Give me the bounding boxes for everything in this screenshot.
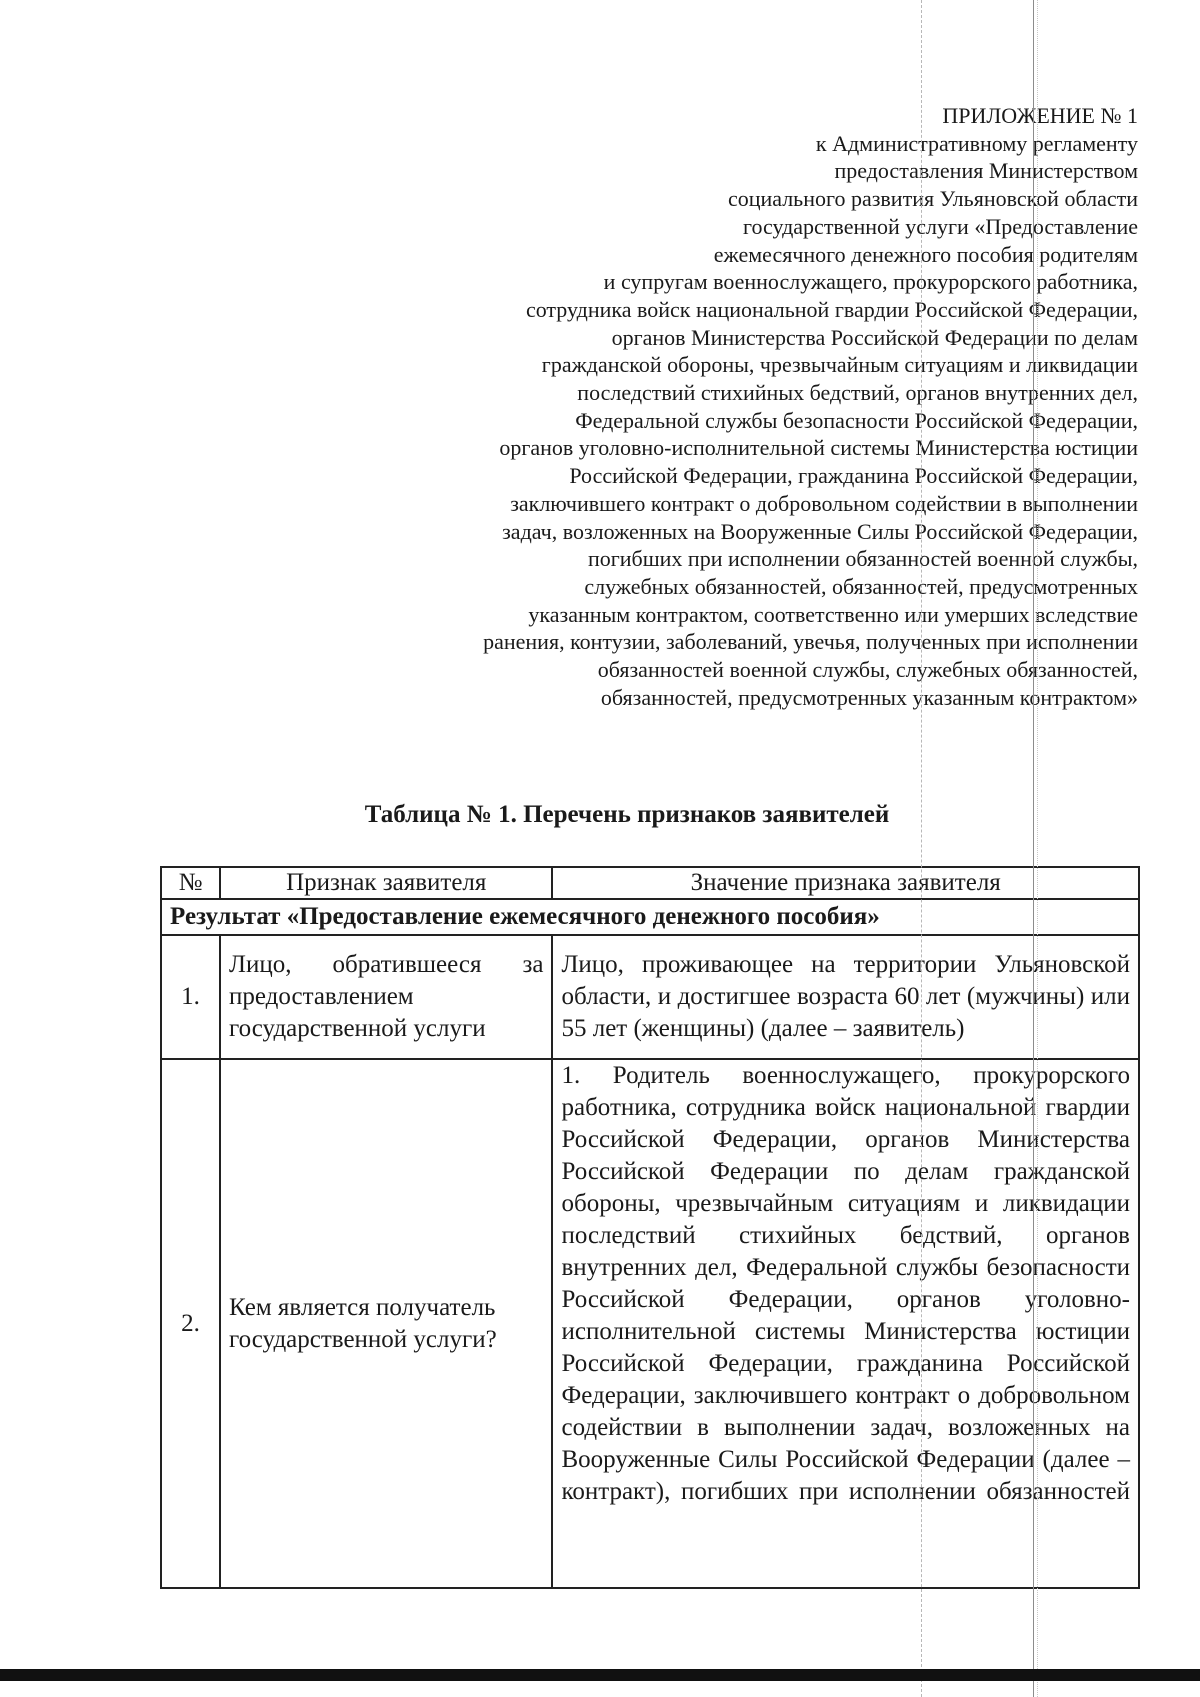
- appendix-line: служебных обязанностей, обязанностей, предусмотренных: [584, 573, 1138, 599]
- appendix-line: ранения, контузии, заболеваний, увечья, полученных при исполнении: [483, 629, 1138, 655]
- scan-artifact-line: [921, 0, 922, 1697]
- row-number: 1.: [161, 935, 220, 1059]
- appendix-line: обязанностей, предусмотренных указанным контрактом»: [600, 684, 1138, 710]
- appendix-line: Российской Федерации, гражданина Российской Федерации,: [569, 463, 1138, 489]
- appendix-line: погибших при исполнении обязанностей военной службы,: [587, 546, 1138, 572]
- appendix-line: социального развития Ульяновской области: [727, 186, 1138, 212]
- appendix-line: и супругам военнослужащего, прокурорского работника,: [603, 269, 1138, 295]
- scan-artifact-bar: [0, 1669, 1200, 1681]
- appendix-line: последствий стихийных бедствий, органов внутренних дел,: [577, 380, 1138, 406]
- row-value-text: Лицо, проживающее на территории Ульяновской области, и достигшее возраста 60 лет (мужчины) или 55 лет (женщины) (далее – заявитель): [561, 951, 1130, 1042]
- table-row: [161, 1059, 1139, 1588]
- appendix-line: к Административному регламенту: [815, 130, 1138, 156]
- table-header-row: [161, 867, 1139, 899]
- scan-artifact-line: [1037, 0, 1038, 1697]
- appendix-line: заключившего контракт о добровольном содействии в выполнении: [510, 490, 1138, 516]
- scan-artifact-line: [1033, 0, 1034, 1697]
- table-title: Таблица № 1. Перечень признаков заявителей: [364, 801, 890, 828]
- header-sign: Признак заявителя: [220, 867, 552, 899]
- row-value: 1. Родитель военнослужащего, прокурорского работника, сотрудника войск национальной гвардии Российской Федерации, органов Министерства Российской Федерации по делам гражданской обороны, чрезвычайным ситуациям и ликвидации последствий стихийных бедствий, органов внутренних дел, Федеральной службы безопасности Российской Федерации, органов уголовно-исполнительной системы Министерства юстиции Российской Федерации, гражданина Российской Федерации, заключившего контракт о добровольном содействии в выполнении задач, возложенных на Вооруженные Силы Российской Федерации (далее – контракт), погибших при исполнении обязанностей: [552, 1059, 1139, 1588]
- appendix-line: государственной услуги «Предоставление: [742, 213, 1138, 239]
- row-sign-text: Лицо, обратившееся за предоставлением государственной услуги: [229, 951, 544, 1042]
- appendix-line: сотрудника войск национальной гвардии Российской Федерации,: [525, 296, 1138, 322]
- section-title: Результат «Предоставление ежемесячного денежного пособия»: [161, 899, 1139, 935]
- header-value: Значение признака заявителя: [552, 867, 1139, 899]
- appendix-line: указанным контрактом, соответственно или умерших вследствие: [528, 601, 1138, 627]
- table-row: [161, 935, 1139, 1059]
- appendix-line: органов Министерства Российской Федерации по делам: [611, 324, 1138, 350]
- header-number: №: [161, 867, 220, 899]
- appendix-line: задач, возложенных на Вооруженные Силы Российской Федерации,: [502, 518, 1138, 544]
- appendix-line: органов уголовно-исполнительной системы Министерства юстиции: [499, 435, 1138, 461]
- applicant-signs-table: [160, 866, 1140, 1589]
- appendix-line: ПРИЛОЖЕНИЕ № 1: [942, 103, 1138, 128]
- appendix-line: обязанностей военной службы, служебных обязанностей,: [597, 657, 1138, 683]
- appendix-header: [378, 102, 1138, 711]
- appendix-line: предоставления Министерством: [834, 158, 1138, 184]
- section-row: [161, 899, 1139, 935]
- appendix-line: гражданской обороны, чрезвычайным ситуациям и ликвидации: [541, 352, 1138, 378]
- row-sign: [220, 1059, 552, 1588]
- row-sign: [220, 935, 552, 1059]
- row-number: 2.: [161, 1059, 220, 1588]
- row-sign-text: Кем является получатель государственной услуги?: [229, 1293, 497, 1353]
- appendix-line: ежемесячного денежного пособия родителям: [713, 241, 1138, 267]
- row-value: [552, 935, 1139, 1059]
- appendix-line: Федеральной службы безопасности Российской Федерации,: [575, 407, 1138, 433]
